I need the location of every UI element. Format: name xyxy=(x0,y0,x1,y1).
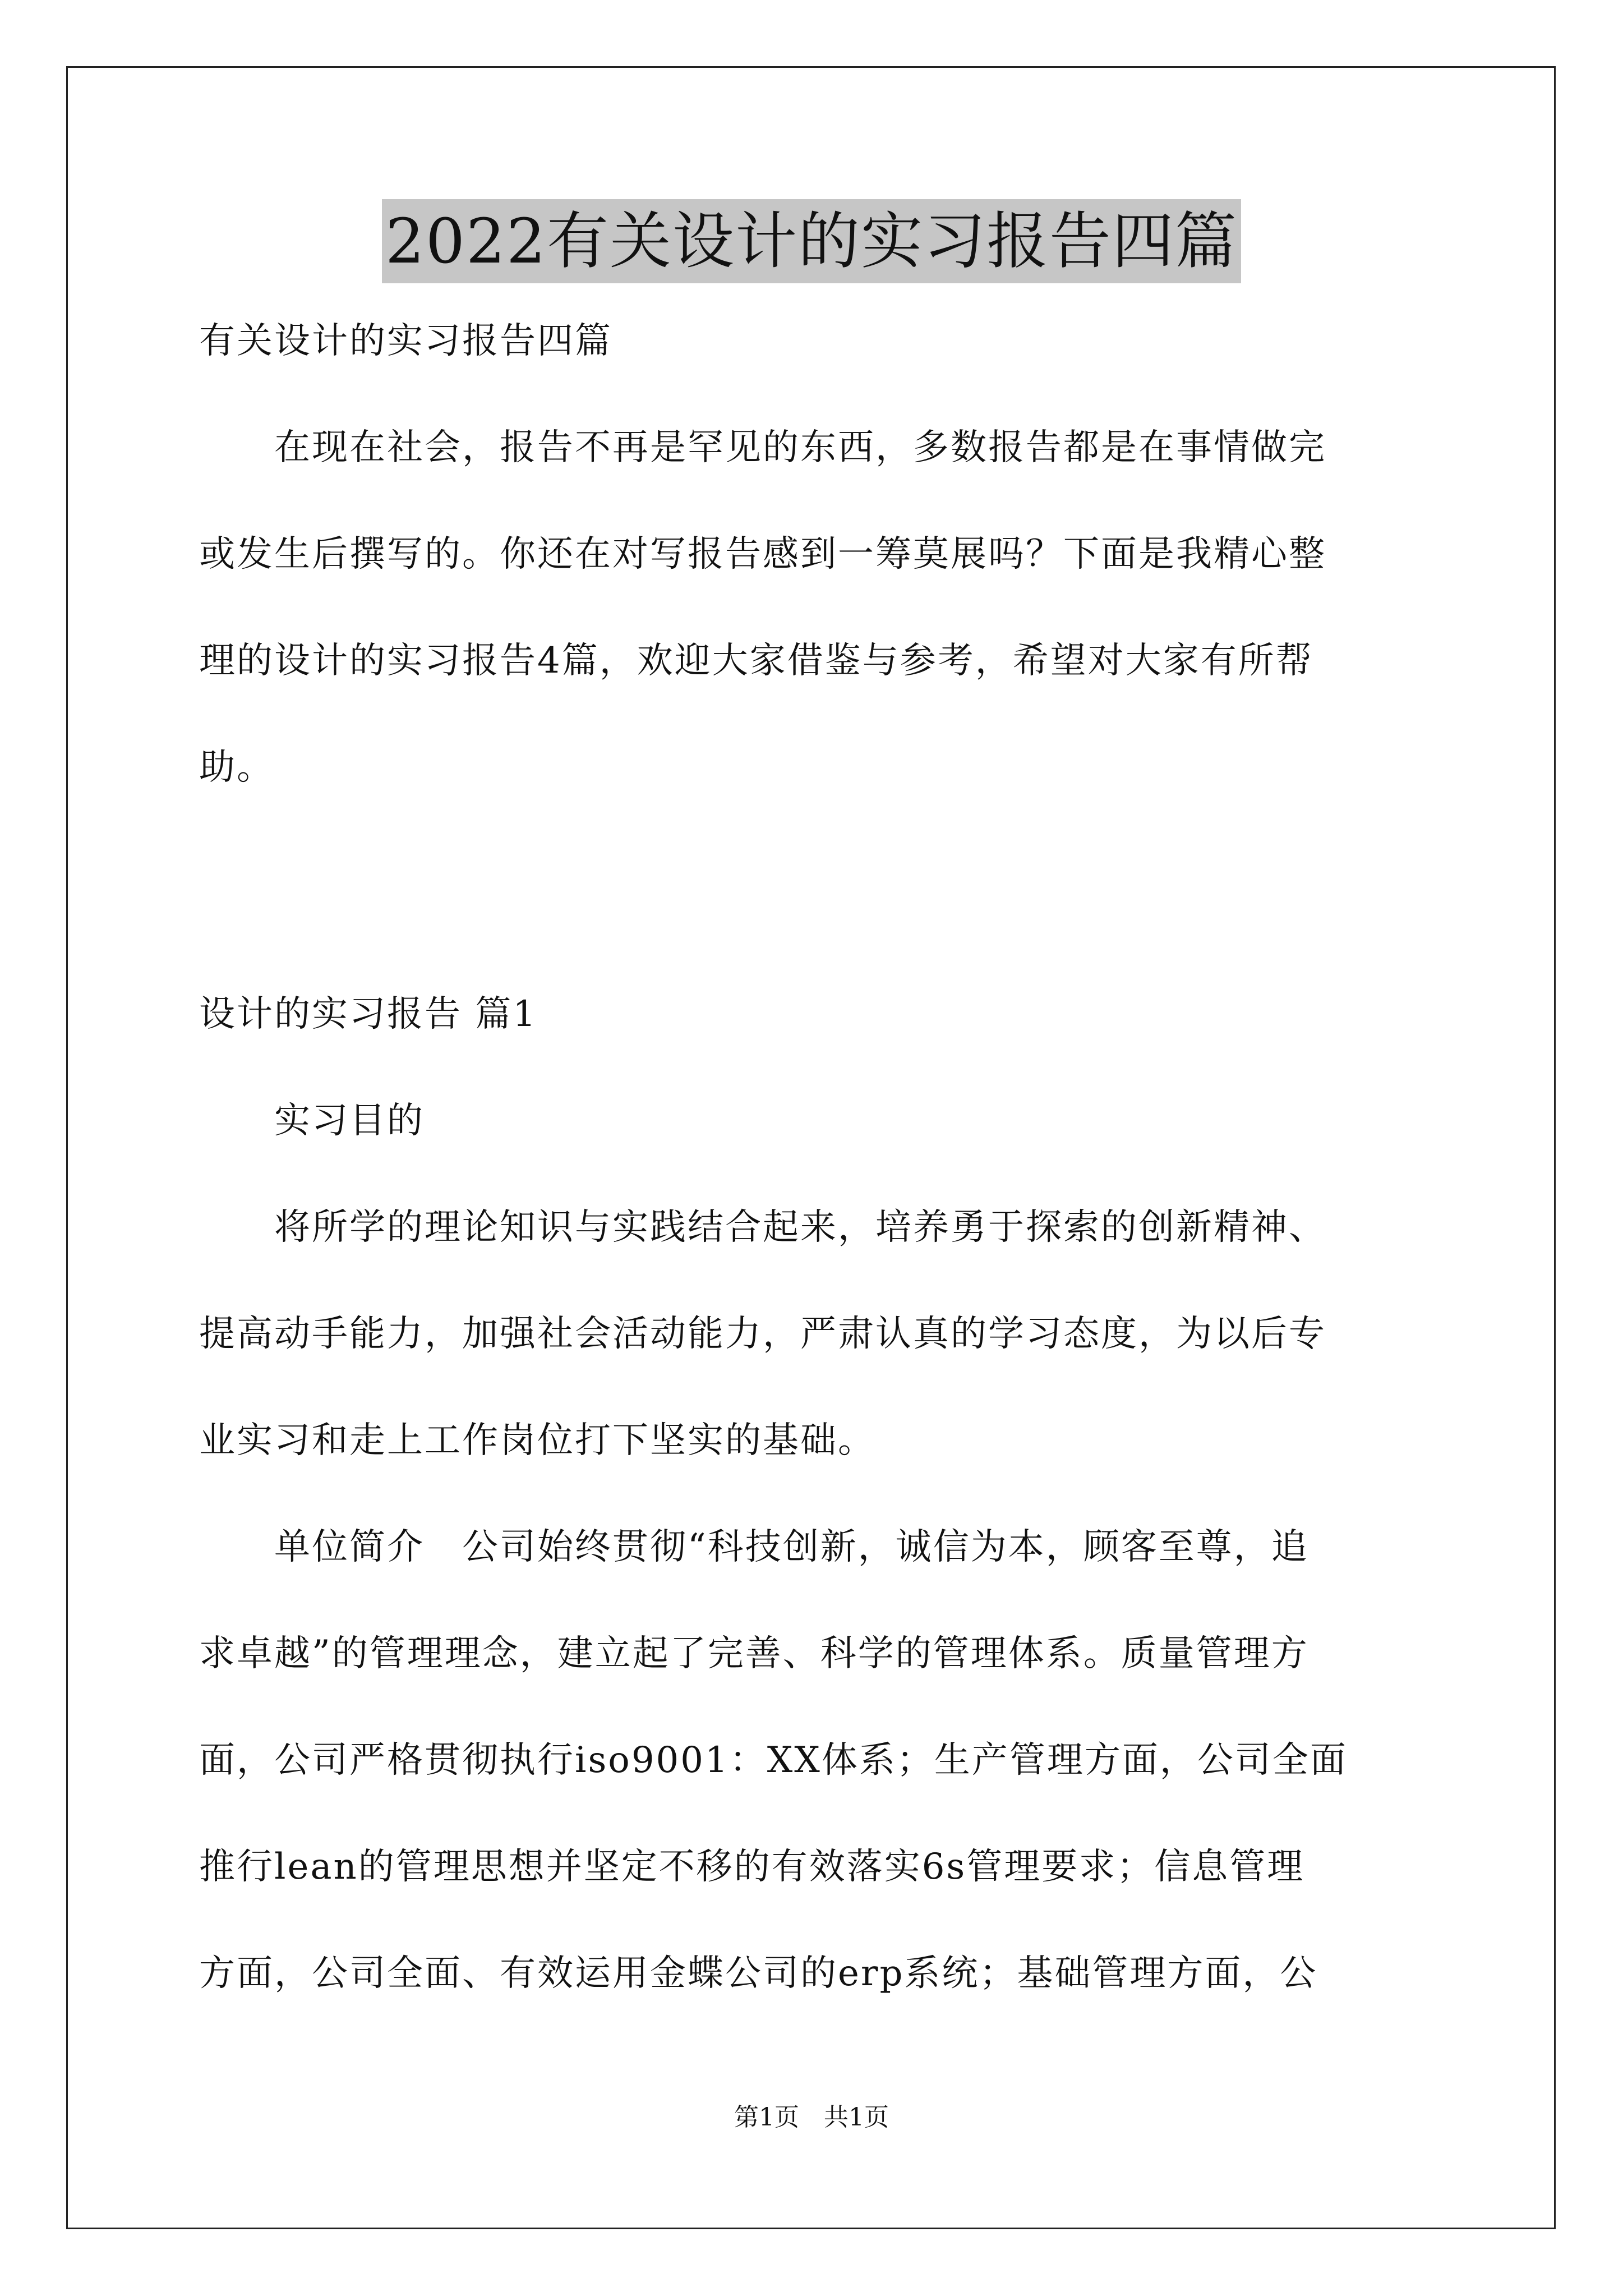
paragraph-line: 助。 xyxy=(199,747,274,788)
paragraph-line: 将所学的理论知识与实践结合起来，培养勇于探索的创新精神、 xyxy=(199,1207,1326,1248)
page-border xyxy=(66,66,1556,2229)
paragraph-line: 提高动手能力，加强社会活动能力，严肃认真的学习态度，为以后专 xyxy=(199,1313,1326,1355)
paragraph-line: 求卓越”的管理理念，建立起了完善、科学的管理体系。质量管理方 xyxy=(199,1633,1309,1674)
subsection-heading: 实习目的 xyxy=(199,1100,425,1142)
title-container xyxy=(0,199,1623,283)
paragraph-line: 单位简介 公司始终贯彻“科技创新，诚信为本，顾客至尊，追 xyxy=(199,1526,1309,1568)
paragraph-line: 方面，公司全面、有效运用金蝶公司的erp系统；基础管理方面，公 xyxy=(199,1953,1318,1994)
paragraph-line: 面，公司严格贯彻执行iso9001：XX体系；生产管理方面，公司全面 xyxy=(199,1740,1348,1781)
document-title: 2022有关设计的实习报告四篇 xyxy=(382,199,1241,283)
paragraph-line: 在现在社会，报告不再是罕见的东西，多数报告都是在事情做完 xyxy=(199,427,1326,468)
paragraph-line: 业实习和走上工作岗位打下坚实的基础。 xyxy=(199,1420,875,1461)
paragraph-line: 或发生后撰写的。你还在对写报告感到一筹莫展吗？下面是我精心整 xyxy=(199,533,1326,575)
paragraph-line: 理的设计的实习报告4篇，欢迎大家借鉴与参考，希望对大家有所帮 xyxy=(199,640,1313,682)
page-footer: 第1页 共1页 xyxy=(734,2103,889,2132)
intro-heading: 有关设计的实习报告四篇 xyxy=(199,320,612,362)
paragraph-line: 推行lean的管理思想并坚定不移的有效落实6s管理要求；信息管理 xyxy=(199,1846,1305,1888)
section-heading: 设计的实习报告 篇1 xyxy=(199,993,538,1035)
